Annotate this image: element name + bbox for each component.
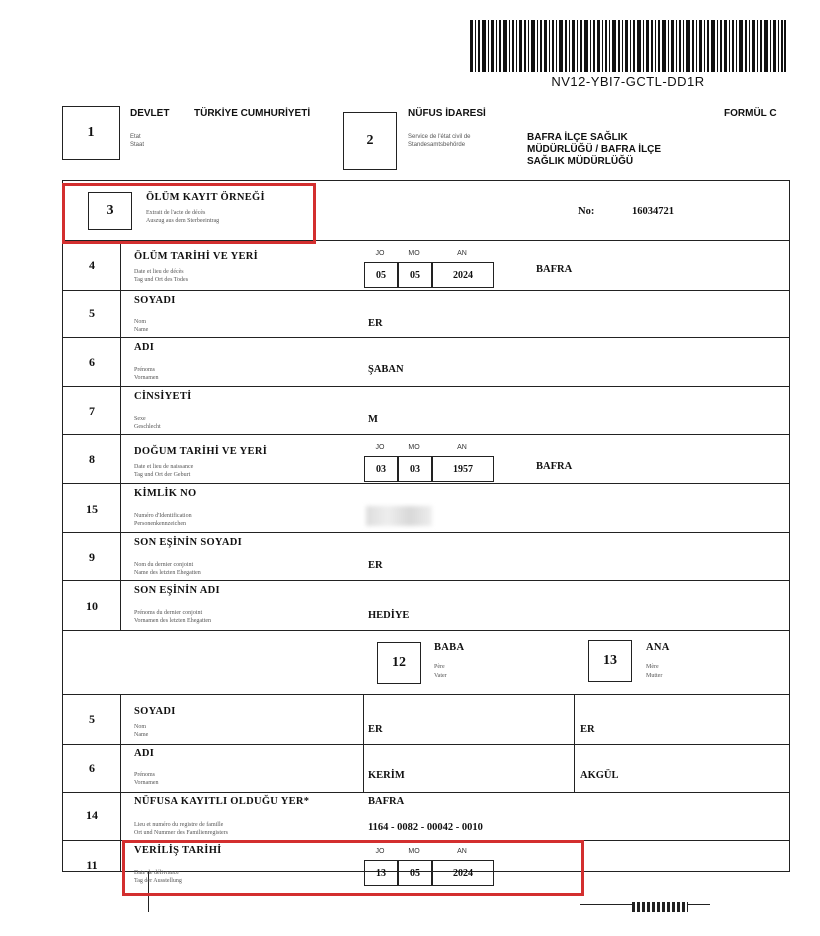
sex-value: M (368, 414, 378, 425)
doc-title: ÖLÜM KAYIT ÖRNEĞİ (146, 192, 265, 203)
parent-surname-fr: Nom (134, 724, 146, 730)
death-date-title: ÖLÜM TARİHİ VE YERİ (134, 251, 259, 262)
mother-fr: Mère (646, 664, 659, 670)
mo-label: MO (408, 848, 420, 855)
etat-label: Etat (130, 134, 141, 140)
birth-date-de: Tag und Ort der Geburt (134, 472, 191, 478)
name-de: Vornamen (134, 375, 159, 381)
name-value: ŞABAN (368, 364, 404, 375)
registry-number: 1164 - 0082 - 00042 - 0010 (368, 822, 483, 833)
death-day: 05 (364, 262, 398, 288)
registry-fr: Lieu et numéro du registre de famille (134, 822, 224, 828)
state-name: TÜRKİYE CUMHURİYETİ (194, 108, 311, 119)
birth-date-fr: Date et lieu de naissance (134, 464, 194, 470)
registry-place: BAFRA (368, 796, 405, 807)
father-surname-value: ER (368, 724, 383, 735)
doc-title-de: Auszug aus dem Sterbeeintrag (146, 218, 220, 224)
mother-name-value: AKGÜL (580, 770, 619, 781)
birth-date-title: DOĞUM TARİHİ VE YERİ (134, 446, 268, 457)
registry-de: Ort und Nummer des Familienregisters (134, 830, 228, 836)
barcode-text: NV12-YBI7-GCTL-DD1R (551, 74, 705, 89)
row-number: 7 (89, 404, 95, 418)
name-title: ADI (134, 342, 155, 353)
field-box-3: 3 (88, 192, 132, 230)
birth-year: 1957 (432, 456, 494, 482)
mother-de: Mutter (646, 673, 663, 679)
nufus-label: NÜFUS İDARESİ (408, 108, 486, 119)
redacted-id (366, 506, 432, 526)
father-de: Vater (434, 673, 447, 679)
birth-month: 03 (398, 456, 432, 482)
spouse-name-value: HEDİYE (368, 610, 410, 621)
death-year: 2024 (432, 262, 494, 288)
issue-month: 05 (398, 860, 432, 886)
doc-title-fr: Extrait de l'acte de décès (146, 210, 206, 216)
parent-name-title: ADI (134, 748, 155, 759)
jo-label: JO (375, 444, 385, 451)
surname-title: SOYADI (134, 295, 176, 306)
mother-label: ANA (646, 642, 670, 653)
an-label: AN (457, 848, 467, 855)
id-no-de: Personenkennzeichen (134, 521, 186, 527)
death-date-fr: Date et lieu de décès (134, 269, 184, 275)
spouse-name-fr: Prénoms du dernier conjoint (134, 610, 203, 616)
jo-label: JO (375, 848, 385, 855)
devlet-label: DEVLET (130, 108, 170, 119)
spouse-surname-fr: Nom du dernier conjoint (134, 562, 194, 568)
an-label: AN (457, 250, 467, 257)
field-box-2: 2 (343, 112, 397, 170)
row-number: 8 (89, 452, 95, 466)
row-number: 6 (89, 761, 95, 775)
qr-code-icon (632, 902, 688, 912)
death-place: BAFRA (536, 264, 573, 275)
staat-label: Staat (130, 142, 145, 148)
surname-fr: Nom (134, 319, 146, 325)
row-number: 14 (86, 808, 98, 822)
field-box-12: 12 (377, 642, 421, 684)
surname-de: Name (134, 327, 149, 333)
jo-label: JO (375, 250, 385, 257)
row-number: 4 (89, 258, 95, 272)
id-no-fr: Numéro d'Identification (134, 513, 192, 519)
spouse-name-de: Vornamen des letzten Ehegatten (134, 618, 212, 624)
doc-no-label: No: (578, 206, 595, 217)
spouse-surname-de: Name des letzten Ehegatten (134, 570, 201, 576)
mo-label: MO (408, 250, 420, 257)
issue-date-title: VERİLİŞ TARİHİ (134, 845, 222, 856)
issue-date-fr: Date de délivrance (134, 870, 179, 876)
doc-no-value: 16034721 (632, 206, 674, 217)
father-fr: Père (434, 664, 445, 670)
row-number: 5 (89, 712, 95, 726)
office-line-2: MÜDÜRLÜĞÜ / BAFRA İLÇE (527, 144, 662, 155)
name-fr: Prénoms (134, 367, 155, 373)
barcode (470, 20, 786, 72)
surname-value: ER (368, 318, 383, 329)
mo-label: MO (408, 444, 420, 451)
an-label: AN (457, 444, 467, 451)
service-fr: Service de l'état civil de (408, 134, 471, 140)
birth-place: BAFRA (536, 461, 573, 472)
parent-surname-de: Name (134, 732, 149, 738)
row-number: 5 (89, 306, 95, 320)
death-month: 05 (398, 262, 432, 288)
formul-label: FORMÜL C (724, 108, 777, 119)
highlight-doc-title (62, 183, 316, 244)
row-number: 9 (89, 550, 95, 564)
row-number: 15 (86, 502, 98, 516)
spouse-name-title: SON EŞİNİN ADI (134, 585, 220, 596)
field-box-1: 1 (62, 106, 120, 160)
office-name (527, 132, 661, 168)
issue-day: 13 (364, 860, 398, 886)
parent-surname-title: SOYADI (134, 706, 176, 717)
id-no-title: KİMLİK NO (134, 488, 197, 499)
registry-title: NÜFUSA KAYITLI OLDUĞU YER* (134, 796, 310, 807)
mother-surname-value: ER (580, 724, 595, 735)
spouse-surname-title: SON EŞİNİN SOYADI (134, 537, 242, 548)
office-line-1: BAFRA İLÇE SAĞLIK (527, 132, 628, 143)
parent-name-fr: Prénoms (134, 772, 155, 778)
row-number: 6 (89, 355, 95, 369)
service-de: Standesamtsbehörde (408, 142, 466, 148)
death-date-de: Tag und Ort des Todes (134, 277, 189, 283)
father-name-value: KERİM (368, 770, 405, 781)
sex-fr: Sexe (134, 416, 146, 422)
row-number: 11 (86, 858, 98, 872)
birth-day: 03 (364, 456, 398, 482)
field-box-13: 13 (588, 640, 632, 682)
issue-date-de: Tag der Ausstellung (134, 878, 182, 884)
father-label: BABA (434, 642, 465, 653)
row-number: 10 (86, 599, 98, 613)
issue-year: 2024 (432, 860, 494, 886)
spouse-surname-value: ER (368, 560, 383, 571)
sex-title: CİNSİYETİ (134, 391, 192, 402)
office-line-3: SAĞLIK MÜDÜRLÜĞÜ (527, 156, 634, 167)
highlight-issue-date (122, 840, 584, 896)
parent-name-de: Vornamen (134, 780, 159, 786)
sex-de: Geschlecht (134, 424, 161, 430)
